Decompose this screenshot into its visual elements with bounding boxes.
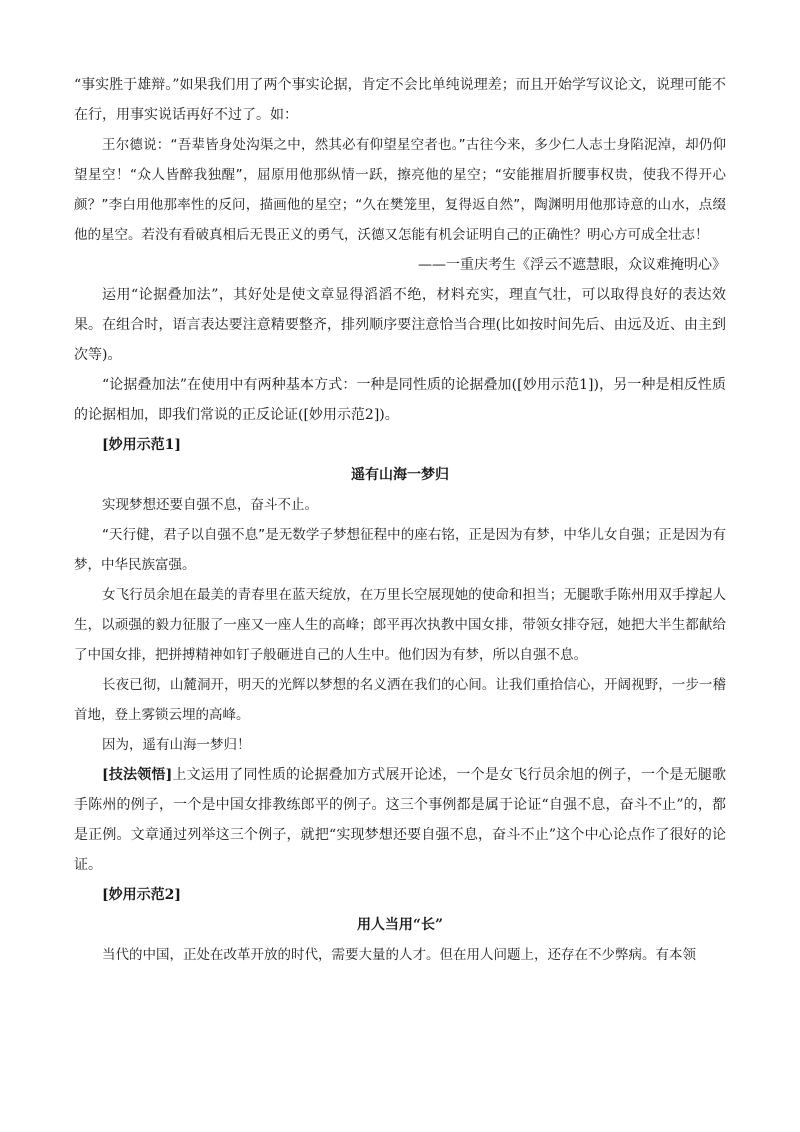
example2-title: 用人当用“长” (356, 917, 444, 933)
analysis-text: 上文运用了同性质的论据叠加方式展开论述，一个是女飞行员余旭的例子，一个是无腿歌手陈州的例子，一个是中国女排教练郎平的例子。这三个事例都是属于论证“自强不息，奋斗不止”的，都是正例。文章通过列举这三个例子，就把“实现梦想还要自强不息，奋斗不止”这个中心论点作了很好的论证。 (74, 767, 727, 873)
example1-line: 实现梦想还要自强不息，奋斗不止。 (102, 497, 318, 513)
example1-line: “天行健，君子以自强不息”是无数学子梦想征程中的座右铭，正是因为有梦，中华儿女自强；正是因为有梦，中华民族富强。 (74, 527, 726, 573)
intro-paragraph: “事实胜于雄辩。”如果我们用了两个事实论据，肯定不会比单纯说理差；而且开始学写议论文，说理可能不在行，用事实说话再好不过了。如： (74, 77, 726, 123)
paragraph-methods: “论据叠加法”在使用中有两种基本方式：一种是同性质的论据叠加([妙用示范1])，另一种是相反性质的论据相加，即我们常说的正反论证([妙用示范2])。 (74, 377, 726, 423)
example1-title: 遥有山海一梦归 (351, 467, 449, 483)
example1-line: 因为，遥有山海一梦归！ (102, 737, 251, 753)
example1-label: [妙用示范1] (102, 437, 181, 453)
quote-source: ——一重庆考生《浮云不遮慧眼，众议难掩明心》 (418, 257, 726, 273)
example1-line: 女飞行员余旭在最美的青春里在蓝天绽放，在万里长空展现她的使命和担当；无腿歌手陈州用双手撑起人生，以顽强的毅力征服了一座又一座人生的高峰；郎平再次执教中国女排，带领女排夺冠，她把大半生都献给了中国女排，把拼搏精神如钉子般砸进自己的人生中。他们因为有梦，所以自强不息。 (74, 587, 726, 663)
example2-label: [妙用示范2] (102, 887, 181, 903)
analysis-label: [技法领悟] (102, 767, 173, 783)
quote-paragraph: 王尔德说：“吾辈皆身处沟渠之中，然其必有仰望星空者也。”古往今来，多少仁人志士身陷泥淖，却仍仰望星空！“众人皆醉我独醒”，屈原用他那纵情一跃，擦亮他的星空；“安能摧眉折腰事权贵，使我不得开心颜？”李白用他那率性的反问，描画他的星空；“久在樊笼里，复得返自然”，陶渊明用他那诗意的山水，点缀他的星空。若没有看破真相后无畏正义的勇气，沃德又怎能有机会证明自己的正确性？明心方可成全壮志！ (74, 137, 726, 243)
example1-line: 长夜已彻，山麓洞开，明天的光辉以梦想的名义洒在我们的心间。让我们重拾信心，开阔视野，一步一稽首地，登上雾锁云埋的高峰。 (74, 677, 726, 723)
paragraph-advantages: 运用“论据叠加法”，其好处是使文章显得滔滔不绝，材料充实，理直气壮，可以取得良好的表达效果。在组合时，语言表达要注意精要整齐，排列顺序要注意恰当合理(比如按时间先后、由远及近、由主到次等)。 (74, 287, 726, 363)
analysis-paragraph (74, 760, 726, 880)
example2-first-line: 当代的中国，正处在改革开放的时代，需要大量的人才。但在用人问题上，还存在不少弊病。有本领 (102, 947, 696, 963)
